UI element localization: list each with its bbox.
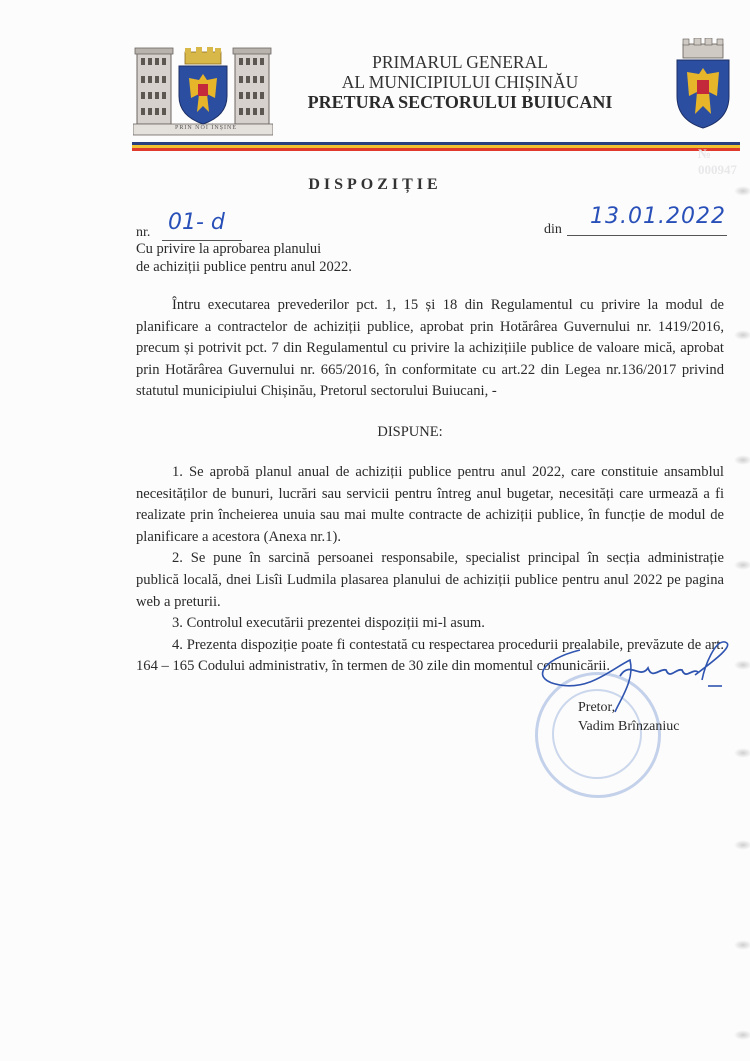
scan-mark <box>734 186 750 196</box>
date-label: din <box>544 222 562 237</box>
city-coat-of-arms-emblem <box>133 44 273 136</box>
subject-line-2: de achiziții publice pentru anul 2022. <box>136 259 352 275</box>
scan-mark <box>734 940 750 950</box>
scan-mark <box>734 660 750 670</box>
number-handwritten: 01- d <box>168 210 225 235</box>
scan-mark <box>734 840 750 850</box>
scan-mark <box>734 748 750 758</box>
scan-mark <box>734 1030 750 1040</box>
signatory-name: Vadim Brînzaniuc <box>578 719 680 734</box>
header-line-1: PRIMARUL GENERAL <box>372 52 548 72</box>
date-handwritten: 13.01.2022 <box>590 204 726 229</box>
disposition-item-4: 4. Prezenta dispoziție poate fi contestată cu respectarea procedurii prealabile, prevăzute de art. 164 – 165 Codului administrativ, în termen de 30 zile din momentul comunicării. <box>136 636 724 675</box>
scan-mark <box>734 330 750 340</box>
municipality-shield-emblem <box>675 38 731 130</box>
scan-mark <box>734 455 750 465</box>
header-line-2: AL MUNICIPIULUI CHIȘINĂU <box>341 72 579 92</box>
serial-number-watermark: № 000947 <box>698 146 737 177</box>
dispune-heading: DISPUNE: <box>377 424 443 440</box>
document-subject <box>136 240 352 276</box>
motto-text: PRIN NOI ÎNȘINE <box>175 125 237 131</box>
signature-block <box>578 698 679 736</box>
signatory-title: Pretor, <box>578 700 616 715</box>
institution-header <box>290 52 630 112</box>
preamble-text: Întru executarea prevederilor pct. 1, 15 și 18 din Regulamentul cu privire la modul de planificare a contractelor de achiziții publice, aprobat prin Hotărârea Guvernului nr. 1419/2016, precum și potrivit pct. 7 din Regulamentul cu privire la achizițiile publice de valoare mică, aprobat prin Hotărârea Guvernului nr. 665/2016, în conformitate cu art.22 din Legea nr.136/2017 privind statutul municipiului Chișinău, Pretorul sectorului Buiucani, - <box>136 297 724 400</box>
header-stripe-red <box>132 148 740 151</box>
date-underline <box>567 235 727 236</box>
number-label: nr. <box>136 225 151 240</box>
subject-line-1: Cu privire la aprobarea planului <box>136 241 322 257</box>
header-line-3: PRETURA SECTORULUI BUIUCANI <box>307 92 613 112</box>
disposition-item-1: 1. Se aprobă planul anual de achiziții publice pentru anul 2022, care constituie ansamblul necesităților de bunuri, lucrări sau servicii pentru întreg anul bugetar, necesități care urmează a fi realizate prin încheierea unuia sau mai multe contracte de achiziții publice, în funcție de modul de planificare a acestora (Anexa nr.1). <box>136 464 724 545</box>
disposition-item-3: 3. Controlul executării prezentei dispoziții mi-l asum. <box>172 615 485 632</box>
preamble-paragraph <box>136 295 724 403</box>
disposition-item-2: 2. Se pune în sarcină persoanei responsabile, specialist principal în secția administrație publică locală, dnei Lisîi Ludmila plasarea planului de achiziții publice pentru anul 2022 pe pagina web a preturii. <box>136 550 724 610</box>
scan-mark <box>734 560 750 570</box>
document-title: DISPOZIȚIE <box>308 176 442 193</box>
